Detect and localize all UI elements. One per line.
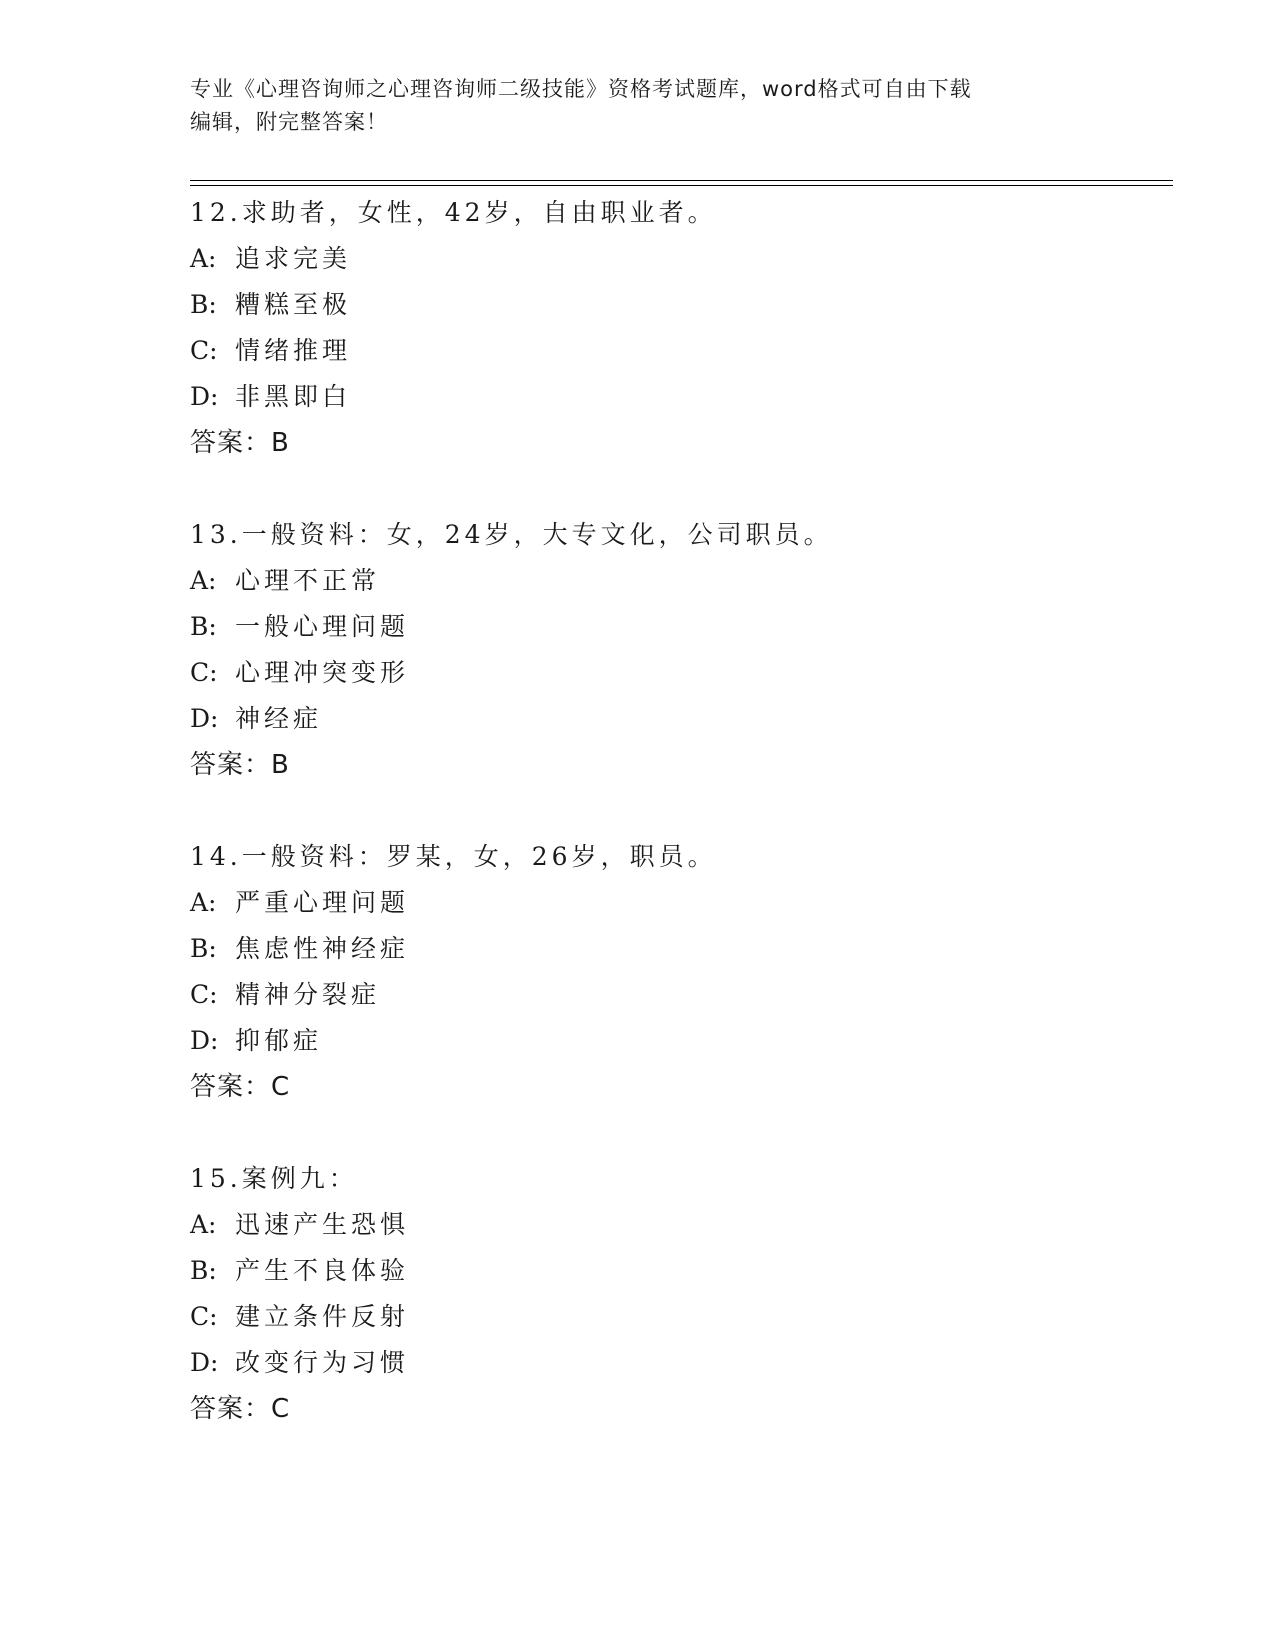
option-a: [190, 558, 1170, 604]
option-label: C:: [190, 980, 218, 1009]
question-list: [190, 190, 1170, 1478]
option-label: B:: [190, 934, 217, 963]
option-d: [190, 696, 1170, 742]
option-b: [190, 604, 1170, 650]
option-label: C:: [190, 1302, 218, 1331]
document-header: [190, 73, 1090, 139]
option-text: 严重心理问题: [235, 888, 410, 917]
option-text: 糟糕至极: [235, 290, 352, 319]
option-b: [190, 282, 1170, 328]
option-b: [190, 926, 1170, 972]
option-c: [190, 328, 1170, 374]
question-stem: 13.一般资料：女，24岁，大专文化，公司职员。: [190, 520, 833, 549]
option-d: [190, 1340, 1170, 1386]
question-12: [190, 190, 1170, 466]
option-label: A:: [190, 244, 217, 273]
header-line-2: 编辑，附完整答案！: [190, 110, 388, 134]
question-stem: 15.案例九：: [190, 1164, 358, 1193]
option-label: C:: [190, 336, 218, 365]
option-b: [190, 1248, 1170, 1294]
option-label: B:: [190, 1256, 217, 1285]
option-d: [190, 1018, 1170, 1064]
question-stem: 14.一般资料：罗某，女，26岁，职员。: [190, 842, 717, 871]
header-divider-top: [190, 180, 1173, 181]
header-divider-bottom: [190, 185, 1173, 186]
option-label: D:: [190, 704, 219, 733]
question-15: [190, 1156, 1170, 1432]
option-text: 情绪推理: [235, 336, 352, 365]
option-c: [190, 1294, 1170, 1340]
option-text: 神经症: [235, 704, 323, 733]
option-d: [190, 374, 1170, 420]
option-text: 心理不正常: [235, 566, 381, 595]
option-c: [190, 650, 1170, 696]
option-a: [190, 236, 1170, 282]
question-13: [190, 512, 1170, 788]
option-label: D:: [190, 1348, 219, 1377]
option-text: 追求完美: [235, 244, 352, 273]
question-14: [190, 834, 1170, 1110]
answer-line: 答案：B: [190, 750, 290, 780]
option-text: 焦虑性神经症: [235, 934, 410, 963]
answer-line: 答案：B: [190, 428, 290, 458]
option-label: D:: [190, 382, 219, 411]
option-text: 一般心理问题: [235, 612, 410, 641]
option-label: B:: [190, 612, 217, 641]
question-stem: 12.求助者，女性，42岁，自由职业者。: [190, 198, 717, 227]
option-label: D:: [190, 1026, 219, 1055]
option-label: B:: [190, 290, 217, 319]
header-line-1: 专业《心理咨询师之心理咨询师二级技能》资格考试题库，word格式可自由下载: [190, 77, 972, 101]
option-text: 迅速产生恐惧: [235, 1210, 410, 1239]
option-label: A:: [190, 1210, 217, 1239]
option-text: 精神分裂症: [235, 980, 381, 1009]
option-label: A:: [190, 566, 217, 595]
option-text: 非黑即白: [235, 382, 352, 411]
option-text: 心理冲突变形: [235, 658, 410, 687]
answer-line: 答案：C: [190, 1394, 291, 1424]
option-label: C:: [190, 658, 218, 687]
option-a: [190, 880, 1170, 926]
option-label: A:: [190, 888, 217, 917]
option-text: 产生不良体验: [235, 1256, 410, 1285]
option-text: 抑郁症: [235, 1026, 323, 1055]
option-text: 改变行为习惯: [235, 1348, 410, 1377]
option-text: 建立条件反射: [235, 1302, 410, 1331]
answer-line: 答案：C: [190, 1072, 291, 1102]
option-c: [190, 972, 1170, 1018]
option-a: [190, 1202, 1170, 1248]
